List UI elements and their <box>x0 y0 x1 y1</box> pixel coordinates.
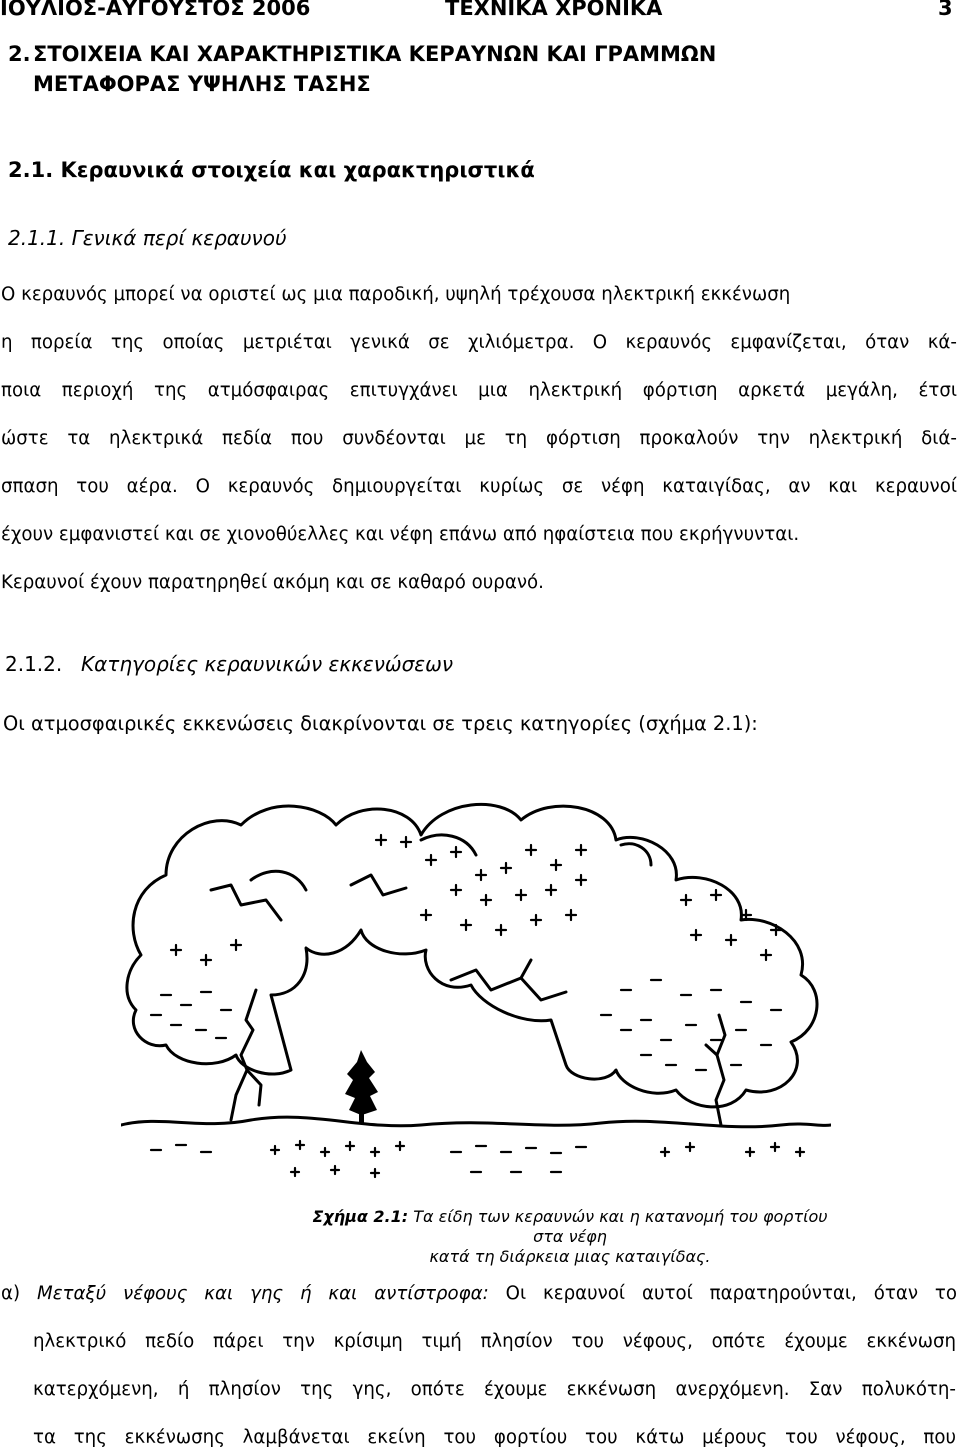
ground-to-cloud-lightning <box>716 1015 725 1125</box>
subsubsection-title: 2.1.1. Γενικά περί κεραυνού <box>8 226 287 250</box>
page-number: 3 <box>938 0 953 20</box>
paragraph-line: ποια περιοχή της ατμόσφαιρας επιτυγχάνει μια ηλεκτρική φόρτιση αρκετά μεγάλη, έτσι <box>1 380 957 401</box>
intra-cloud-lightning <box>211 885 281 920</box>
figure-caption-line1: Τα είδη των κεραυνών και η κατανομή του φορτίου στα νέφη <box>413 1207 828 1246</box>
list-item-term: Μεταξύ νέφους και γης ή και αντίστροφα: <box>37 1283 489 1304</box>
figure-intro-text: Οι ατμοσφαιρικές εκκενώσεις διακρίνονται σε τρεις κατηγορίες (σχήμα 2.1): <box>3 712 758 735</box>
ground-line <box>121 1117 831 1127</box>
list-item-line: κατερχόμενη, ή πλησίον της γης, οπότε έχουμε εκκένωση ανερχόμενη. Σαν πολυκότη- <box>33 1379 956 1400</box>
list-item-line: ηλεκτρικό πεδίο πάρει την κρίσιμη τιμή πλησίον του νέφους, οπότε έχουμε εκκένωση <box>33 1331 956 1352</box>
paragraph-line: Κεραυνοί έχουν παρατηρηθεί ακόμη και σε καθαρό ουρανό. <box>1 572 544 593</box>
section-title-line1: ΣΤΟΙΧΕΙΑ ΚΑΙ ΧΑΡΑΚΤΗΡΙΣΤΙΚΑ ΚΕΡΑΥΝΩΝ ΚΑΙ ΓΡΑΜΜΩΝ <box>33 42 717 66</box>
figure-label: Σχήμα 2.1: <box>312 1207 409 1226</box>
paragraph-line: έχουν εμφανιστεί και σε χιονοθύελλες και νέφη επάνω από ηφαίστεια που εκρήγνυνται. <box>1 524 800 545</box>
paragraph-line: Ο κεραυνός μπορεί να οριστεί ως μια παροδική, υψηλή τρέχουσα ηλεκτρική εκκένωση <box>1 284 791 305</box>
figure-caption-line2: κατά τη διάρκεια μιας καταιγίδας. <box>429 1247 711 1266</box>
subsubsection2-title: Κατηγορίες κεραυνικών εκκενώσεων <box>81 652 454 676</box>
negative-charges <box>151 980 781 1070</box>
figure-caption <box>300 1207 840 1267</box>
list-item-a-line1 <box>1 1283 957 1304</box>
section-title-line2: ΜΕΤΑΦΟΡΑΣ ΥΨΗΛΗΣ ΤΑΣΗΣ <box>33 72 371 96</box>
paragraph-line: η πορεία της οποίας μετριέται γενικά σε χιλιόμετρα. Ο κεραυνός εμφανίζεται, όταν κά- <box>1 332 957 353</box>
section-number: 2. <box>8 42 31 66</box>
list-item-text: Οι κεραυνοί αυτοί παρατηρούνται, όταν το <box>505 1283 957 1304</box>
list-marker: α) <box>1 1283 21 1304</box>
lightning-figure <box>121 780 831 1198</box>
paragraph-line: σπαση του αέρα. Ο κεραυνός δημιουργείται κυρίως σε νέφη καταιγίδας, αν και κεραυνοί <box>1 476 957 497</box>
paragraph-line: ώστε τα ηλεκτρικά πεδία που συνδέονται με τη φόρτιση προκαλούν την ηλεκτρική διά- <box>1 428 957 449</box>
subsection-title: 2.1. Κεραυνικά στοιχεία και χαρακτηριστικά <box>8 158 535 182</box>
running-header-journal: ΤΕΧΝΙΚΑ ΧΡΟΝΙΚΑ <box>445 0 663 20</box>
list-item-line: τα της εκκένωσης λαμβάνεται εκείνη του φορτίου του κάτω μέρους του νέφους, που <box>33 1427 956 1448</box>
subsubsection2-number: 2.1.2. <box>5 652 63 676</box>
tree-drawing <box>345 1050 378 1124</box>
running-header-date: ΙΟΥΛΙΟΣ-ΑΥΓΟΥΣΤΟΣ 2006 <box>0 0 311 20</box>
ground-charges <box>151 1141 804 1177</box>
